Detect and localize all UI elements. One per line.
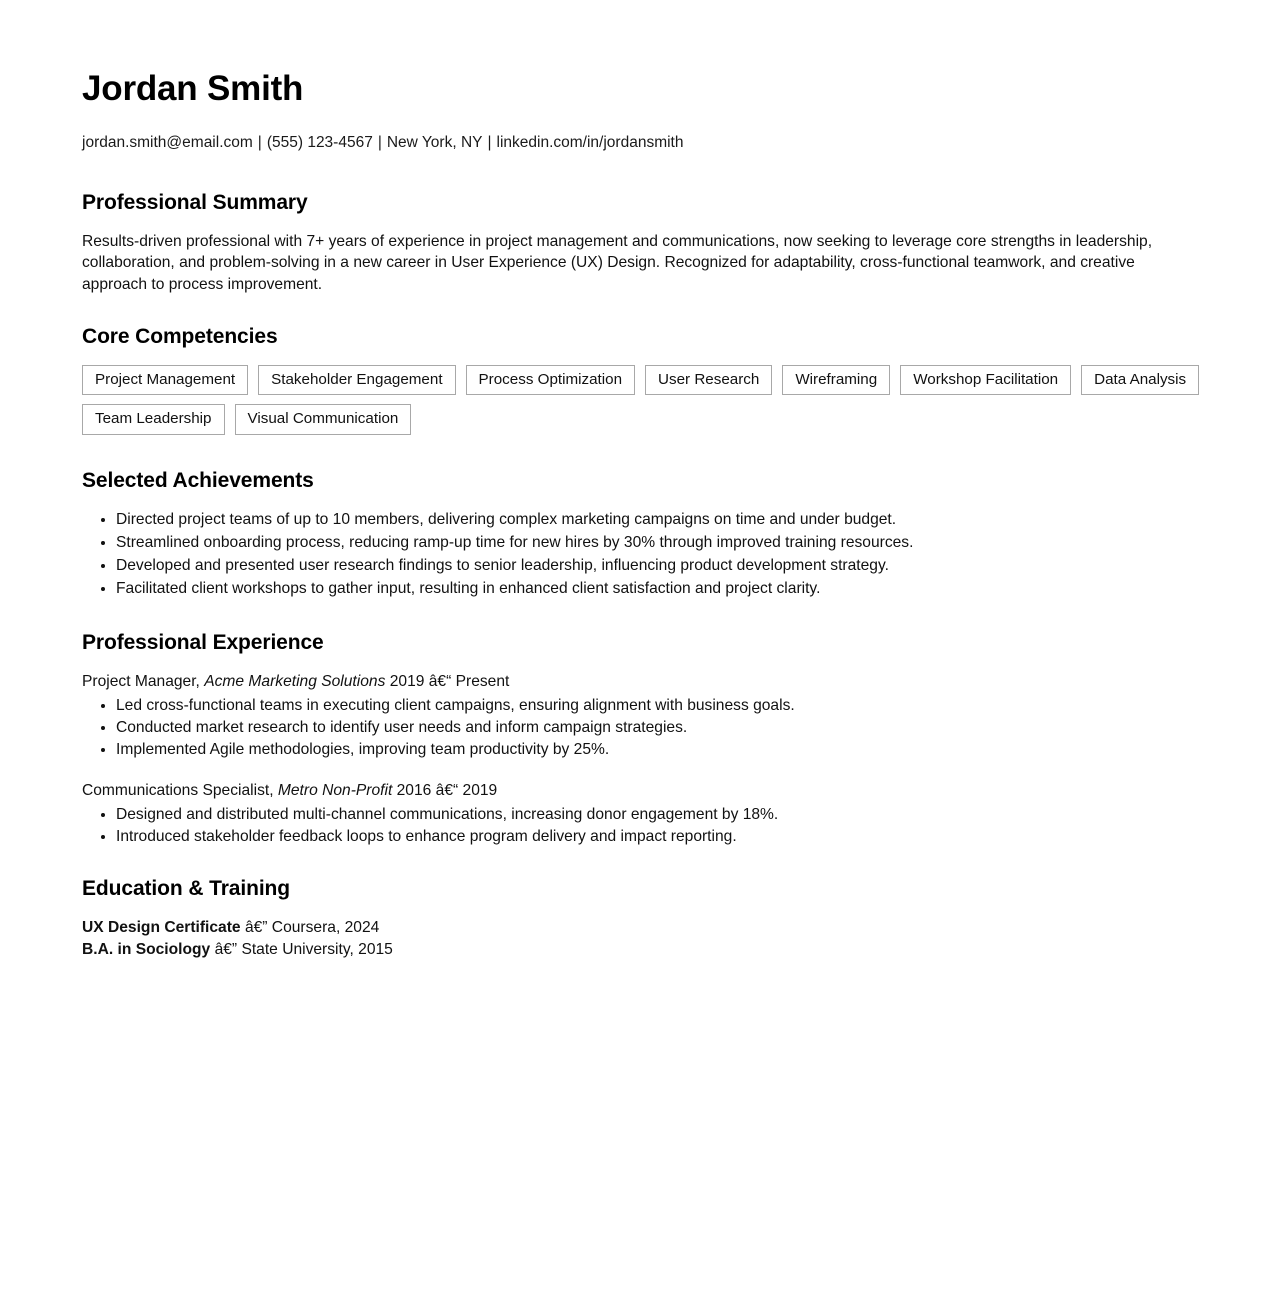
- competency-chip: Visual Communication: [235, 404, 412, 434]
- competency-chip-list: [82, 365, 1200, 434]
- section-heading-summary: Professional Summary: [82, 190, 308, 214]
- list-item: • Directed project teams of up to 10 members, delivering complex marketing campaigns on time and under budget.: [116, 509, 1200, 530]
- contact-linkedin: linkedin.com/in/jordansmith: [496, 133, 684, 151]
- list-item: • Conducted market research to identify user needs and inform campaign strategies.: [116, 717, 1200, 738]
- experience-bullet-list: [82, 695, 1200, 760]
- competency-chip: Team Leadership: [82, 404, 225, 434]
- experience-entry-header: [82, 671, 1200, 692]
- list-item: • Designed and distributed multi-channel communications, increasing donor engagement by 18%.: [116, 804, 1200, 825]
- experience-bullet-list: [82, 804, 1200, 847]
- education-entry: [82, 939, 1200, 961]
- candidate-name: Jordan Smith: [82, 69, 304, 108]
- job-dates: 2016 â€“ 2019: [396, 781, 498, 799]
- section-selected-achievements: [82, 469, 1200, 599]
- education-entry: [82, 917, 1200, 939]
- contact-phone: (555) 123-4567: [266, 133, 373, 151]
- section-heading-competencies: Core Competencies: [82, 325, 278, 349]
- job-company: Acme Marketing Solutions: [204, 672, 386, 690]
- section-heading-experience: Professional Experience: [82, 630, 324, 654]
- education-credential: B.A. in Sociology: [82, 941, 211, 959]
- section-heading-education: Education & Training: [82, 877, 291, 901]
- list-item: • Led cross-functional teams in executing client campaigns, ensuring alignment with business goals.: [116, 695, 1200, 716]
- contact-separator: |: [377, 133, 382, 151]
- contact-location: New York, NY: [386, 133, 483, 151]
- section-heading-achievements: Selected Achievements: [82, 468, 314, 492]
- experience-entry-header: [82, 780, 1200, 801]
- job-title: Communications Specialist,: [82, 781, 274, 799]
- competency-chip: User Research: [645, 365, 772, 395]
- list-item: • Streamlined onboarding process, reducing ramp-up time for new hires by 30% through improved training resources.: [116, 532, 1200, 553]
- section-education-training: [82, 877, 1200, 961]
- competency-chip: Data Analysis: [1081, 365, 1199, 395]
- contact-separator: |: [487, 133, 492, 151]
- job-company: Metro Non-Profit: [277, 781, 393, 799]
- list-item: • Implemented Agile methodologies, improving team productivity by 25%.: [116, 739, 1200, 760]
- competency-chip: Stakeholder Engagement: [258, 365, 455, 395]
- resume-header: [82, 70, 1200, 153]
- section-professional-experience: [82, 631, 1200, 847]
- section-professional-summary: [82, 191, 1200, 296]
- contact-separator: |: [257, 133, 262, 151]
- job-title: Project Manager,: [82, 672, 200, 690]
- education-detail: â€” State University, 2015: [214, 941, 393, 959]
- list-item: • Introduced stakeholder feedback loops to enhance program delivery and impact reporting.: [116, 826, 1200, 847]
- competency-chip: Project Management: [82, 365, 248, 395]
- education-detail: â€” Coursera, 2024: [244, 919, 380, 937]
- competency-chip: Process Optimization: [466, 365, 636, 395]
- experience-entry: [82, 671, 1200, 760]
- achievements-list: [82, 509, 1200, 599]
- contact-line: [82, 133, 1200, 153]
- summary-paragraph: Results-driven professional with 7+ years of experience in project management and communications, now seeking to leverage core strengths in leadership, collaboration, and problem-solving in a new career in User Experience (UX) Design. Recognized for adaptability, cross-functional teamwork, and creative approach to process improvement.: [82, 232, 1153, 293]
- competency-chip: Workshop Facilitation: [900, 365, 1071, 395]
- experience-entry: [82, 780, 1200, 847]
- list-item: • Developed and presented user research findings to senior leadership, influencing product development strategy.: [116, 555, 1200, 576]
- job-dates: 2019 â€“ Present: [389, 672, 510, 690]
- contact-email: jordan.smith@email.com: [82, 133, 253, 151]
- education-credential: UX Design Certificate: [82, 919, 241, 937]
- competency-chip: Wireframing: [782, 365, 890, 395]
- list-item: • Facilitated client workshops to gather input, resulting in enhanced client satisfaction and project clarity.: [116, 578, 1200, 599]
- section-core-competencies: [82, 325, 1200, 434]
